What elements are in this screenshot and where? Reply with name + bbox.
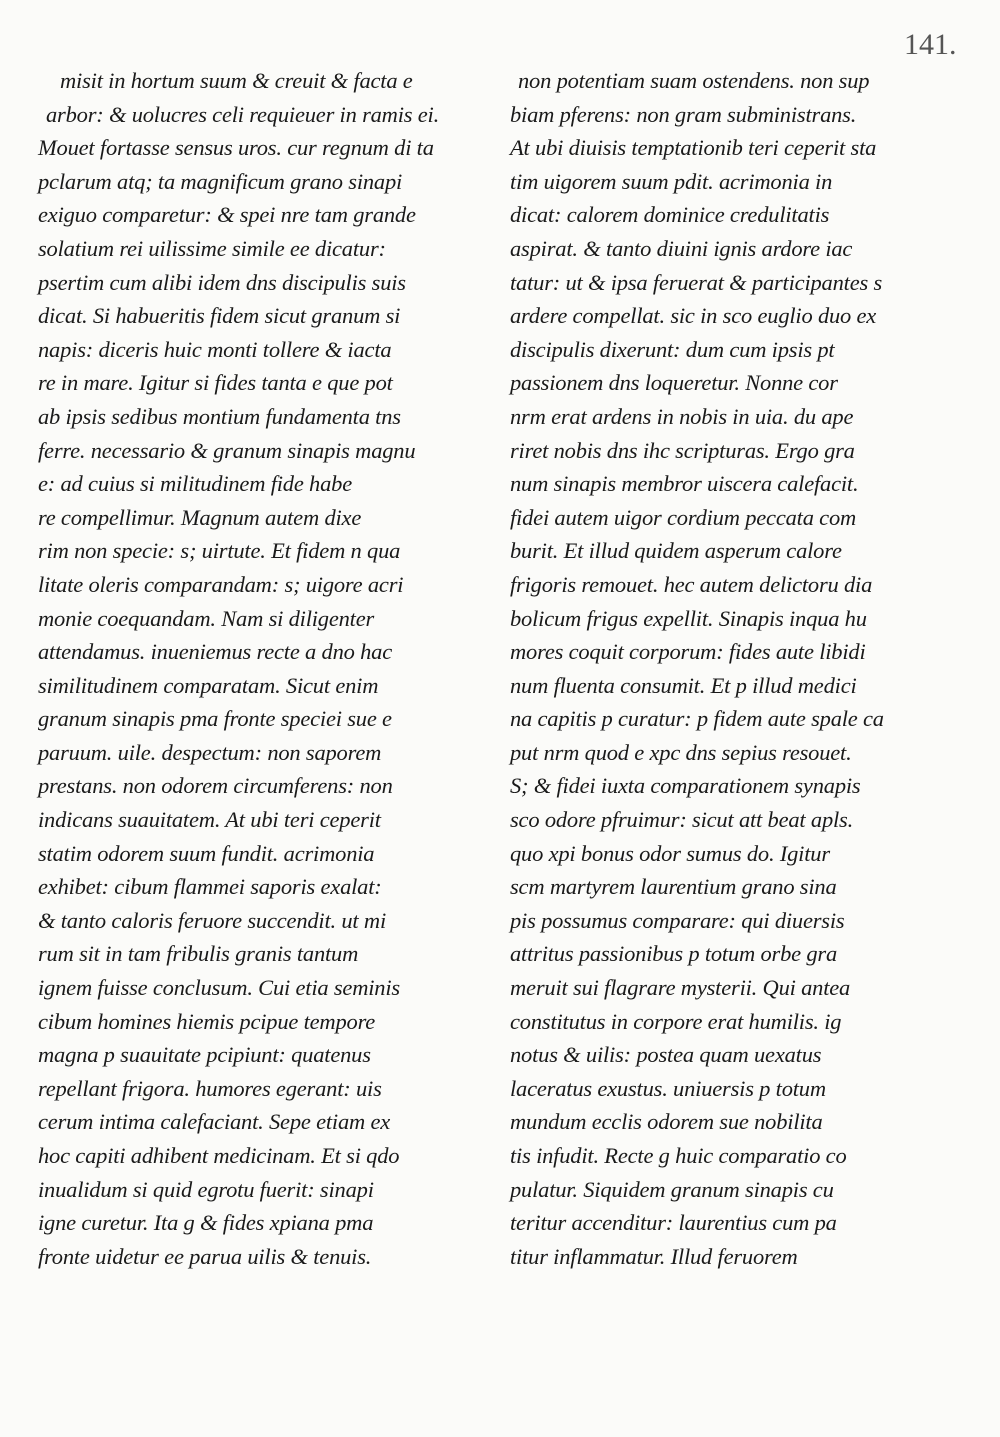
manuscript-line: exiguo comparetur: & spei nre tam grande	[38, 202, 416, 228]
manuscript-line: ferre. necessario & granum sinapis magnu	[38, 437, 416, 463]
manuscript-line: re in mare. Igitur si fides tanta e que pot	[38, 370, 393, 396]
manuscript-line: titur inflammatur. Illud feruorem	[510, 1243, 798, 1269]
manuscript-line: arbor: & uolucres celi requieuer in ramis ei.	[46, 101, 440, 127]
manuscript-line: tatur: ut & ipsa feruerat & participantes s	[510, 269, 883, 295]
manuscript-line: litate oleris comparandam: s; uigore acri	[38, 571, 404, 597]
manuscript-line: attritus passionibus p totum orbe gra	[510, 941, 838, 967]
manuscript-line: similitudinem comparatam. Sicut enim	[38, 672, 379, 698]
manuscript-line: e: ad cuius si militudinem fide habe	[38, 471, 352, 497]
manuscript-line: attendamus. inueniemus recte a dno hac	[38, 639, 392, 665]
manuscript-line: put nrm quod e xpc dns sepius resouet.	[510, 739, 852, 765]
manuscript-line: prestans. non odorem circumferens: non	[38, 773, 393, 799]
manuscript-line: paruum. uile. despectum: non saporem	[38, 739, 382, 765]
manuscript-line: indicans suauitatem. At ubi teri ceperit	[38, 807, 381, 833]
manuscript-line: discipulis dixerunt: dum cum ipsis pt	[510, 336, 835, 362]
manuscript-line: igne curetur. Ita g & fides xpiana pma	[38, 1210, 374, 1236]
manuscript-line: frigoris remouet. hec autem delictoru dia	[510, 571, 873, 597]
manuscript-line: ardere compellat. sic in sco euglio duo ex	[510, 303, 877, 329]
manuscript-line: psertim cum alibi idem dns discipulis suis	[38, 269, 406, 295]
manuscript-line: scm martyrem laurentium grano sina	[510, 874, 837, 900]
manuscript-line: mundum ecclis odorem sue nobilita	[510, 1109, 823, 1135]
manuscript-line: re compellimur. Magnum autem dixe	[38, 504, 362, 530]
manuscript-line: meruit sui flagrare mysterii. Qui antea	[510, 975, 851, 1001]
manuscript-line: solatium rei uilissime simile ee dicatur:	[38, 235, 386, 261]
left-text-column	[38, 64, 478, 1273]
manuscript-line: exhibet: cibum flammei saporis exalat:	[38, 874, 382, 900]
manuscript-line: dicat. Si habueritis fidem sicut granum si	[38, 303, 401, 329]
manuscript-line: ab ipsis sedibus montium fundamenta tns	[38, 403, 401, 429]
manuscript-line: S; & fidei iuxta comparationem synapis	[510, 773, 861, 799]
manuscript-line: sco odore pfruimur: sicut att beat apls.	[510, 807, 854, 833]
right-text-column	[510, 64, 950, 1273]
manuscript-line: Mouet fortasse sensus uros. cur regnum di ta	[38, 135, 434, 161]
manuscript-line: tis infudit. Recte g huic comparatio co	[510, 1143, 847, 1168]
manuscript-line: pis possumus comparare: qui diuersis	[510, 907, 845, 933]
folio-number: 141.	[904, 28, 957, 61]
manuscript-line: fidei autem uigor cordium peccata com	[510, 504, 857, 530]
manuscript-line: teritur accenditur: laurentius cum pa	[510, 1210, 837, 1236]
manuscript-line: statim odorem suum fundit. acrimonia	[38, 840, 375, 866]
manuscript-line: monie coequandam. Nam si diligenter	[38, 605, 375, 631]
manuscript-line: quo xpi bonus odor sumus do. Igitur	[510, 840, 830, 866]
manuscript-line: magna p suauitate pcipiunt: quatenus	[38, 1042, 371, 1068]
manuscript-line: riret nobis dns ihc scripturas. Ergo gra	[510, 437, 855, 463]
manuscript-line: non potentiam suam ostendens. non sup	[518, 68, 870, 93]
manuscript-line: cibum homines hiemis pcipue tempore	[38, 1008, 376, 1034]
manuscript-line: biam pferens: non gram subministrans.	[510, 101, 857, 127]
manuscript-line: & tanto caloris feruore succendit. ut mi	[38, 907, 387, 933]
manuscript-line: rim non specie: s; uirtute. Et fidem n qua	[38, 538, 401, 564]
manuscript-line: pulatur. Siquidem granum sinapis cu	[510, 1176, 834, 1202]
manuscript-line: constitutus in corpore erat humilis. ig	[510, 1008, 842, 1034]
manuscript-line: passionem dns loqueretur. Nonne cor	[510, 370, 838, 396]
manuscript-line: tim uigorem suum pdit. acrimonia in	[510, 168, 833, 194]
manuscript-line: nrm erat ardens in nobis in uia. du ape	[510, 403, 854, 429]
manuscript-line: bolicum frigus expellit. Sinapis inqua hu	[510, 605, 867, 631]
manuscript-line: granum sinapis pma fronte speciei sue e	[38, 706, 392, 732]
manuscript-line: napis: diceris huic monti tollere & iacta	[38, 336, 392, 362]
manuscript-line: dicat: calorem dominice credulitatis	[510, 202, 830, 228]
manuscript-line: aspirat. & tanto diuini ignis ardore iac	[510, 235, 853, 261]
manuscript-line: rum sit in tam fribulis granis tantum	[38, 941, 359, 967]
manuscript-line: num fluenta consumit. Et p illud medici	[510, 672, 857, 698]
manuscript-line: At ubi diuisis temptationib teri ceperit sta	[510, 135, 877, 161]
manuscript-line: laceratus exustus. uniuersis p totum	[510, 1075, 826, 1101]
manuscript-line: ignem fuisse conclusum. Cui etia seminis	[38, 975, 400, 1001]
manuscript-line: notus & uilis: postea quam uexatus	[510, 1042, 822, 1068]
manuscript-line: repellant frigora. humores egerant: uis	[38, 1075, 382, 1101]
manuscript-line: cerum intima calefaciant. Sepe etiam ex	[38, 1109, 391, 1135]
manuscript-line: fronte uidetur ee parua uilis & tenuis.	[38, 1243, 372, 1269]
manuscript-line: hoc capiti adhibent medicinam. Et si qdo	[38, 1143, 400, 1168]
manuscript-line: burit. Et illud quidem asperum calore	[510, 538, 842, 564]
manuscript-line: na capitis p curatur: p fidem aute spale ca	[510, 706, 884, 732]
manuscript-line: mores coquit corporum: fides aute libidi	[510, 639, 866, 665]
manuscript-line: num sinapis membror uiscera calefacit.	[510, 471, 859, 497]
manuscript-line: inualidum si quid egrotu fuerit: sinapi	[38, 1176, 374, 1202]
manuscript-line: misit in hortum suum & creuit & facta e	[60, 68, 413, 93]
manuscript-line: pclarum atq; ta magnificum grano sinapi	[38, 168, 403, 194]
